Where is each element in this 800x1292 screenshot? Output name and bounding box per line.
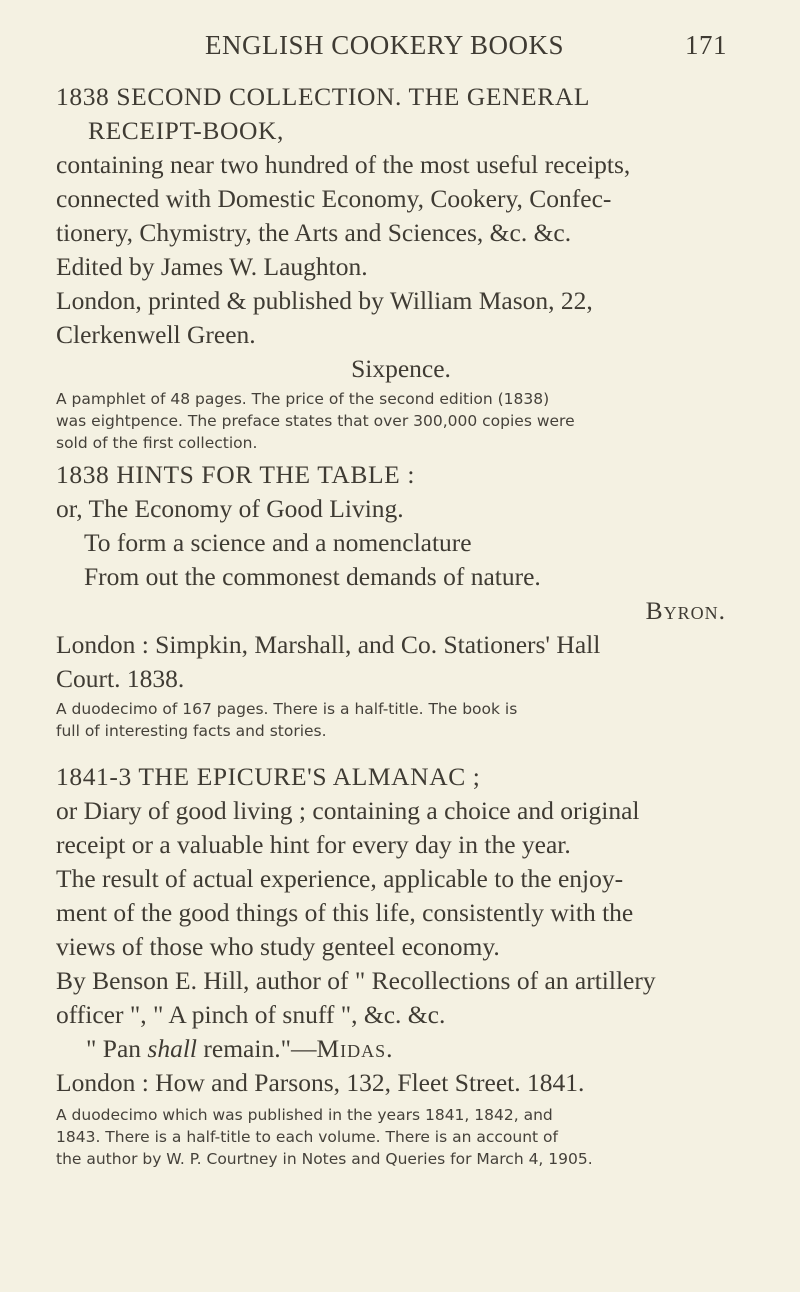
epigraph-line: To form a science and a nomenclature	[84, 528, 472, 557]
entry-note-line: sold of the first collection.	[56, 434, 258, 452]
entry-body-line: Court. 1838.	[56, 664, 185, 693]
entry-body-line: London, printed & published by William Mason, 22,	[56, 286, 593, 315]
motto	[56, 1032, 746, 1066]
motto-rest: remain."—	[197, 1034, 317, 1063]
entry-note-line: full of interesting facts and stories.	[56, 722, 327, 740]
motto-author: Midas.	[316, 1034, 394, 1063]
entry-body-line: receipt or a valuable hint for every day in the year.	[56, 830, 571, 859]
entry-body-line: By Benson E. Hill, author of " Recollections of an artillery	[56, 966, 656, 995]
entry-body-line: views of those who study genteel economy.	[56, 932, 500, 961]
entry-note-line: A pamphlet of 48 pages. The price of the second edition (1838)	[56, 390, 550, 408]
entry-note-line: A duodecimo of 167 pages. There is a half-title. The book is	[56, 700, 518, 718]
running-header	[0, 22, 800, 62]
entry-body-line: connected with Domestic Economy, Cookery, Confec-	[56, 184, 612, 213]
bibliography-entry	[56, 80, 746, 454]
entry-note-line: was eightpence. The preface states that over 300,000 copies were	[56, 412, 575, 430]
entry-price: Sixpence.	[351, 354, 451, 383]
entry-title: 1838 HINTS FOR THE TABLE :	[56, 460, 416, 489]
bibliography-entry	[56, 458, 746, 742]
entry-body-line: London : Simpkin, Marshall, and Co. Stationers' Hall	[56, 630, 601, 659]
entry-body-line: tionery, Chymistry, the Arts and Sciences, &c. &c.	[56, 218, 572, 247]
entry-note-line: 1843. There is a half-title to each volume. There is an account of	[56, 1128, 558, 1146]
entry-body-line: ment of the good things of this life, consistently with the	[56, 898, 634, 927]
entry-body-line: or Diary of good living ; containing a choice and original	[56, 796, 640, 825]
motto-emphasis: shall	[147, 1034, 198, 1063]
entry-body-line: officer ", " A pinch of snuff ", &c. &c.	[56, 1000, 446, 1029]
entry-subtitle: or, The Economy of Good Living.	[56, 494, 404, 523]
entry-body-line: containing near two hundred of the most useful receipts,	[56, 150, 631, 179]
entry-body-line: Clerkenwell Green.	[56, 320, 256, 349]
page-number: 171	[685, 30, 727, 60]
motto-open: " Pan	[86, 1034, 148, 1063]
entry-title: 1841-3 THE EPICURE'S ALMANAC ;	[56, 762, 481, 791]
entry-title: 1838 SECOND COLLECTION. THE GENERAL	[56, 82, 591, 111]
running-title: ENGLISH COOKERY BOOKS	[205, 30, 565, 60]
entry-body-line: Edited by James W. Laughton.	[56, 252, 368, 281]
entry-note-line: A duodecimo which was published in the years 1841, 1842, and	[56, 1106, 553, 1124]
bibliography-entry	[56, 760, 746, 1170]
entry-body-line: The result of actual experience, applicable to the enjoy-	[56, 864, 624, 893]
epigraph-line: From out the commonest demands of nature.	[84, 562, 541, 591]
entry-imprint: London : How and Parsons, 132, Fleet Street. 1841.	[56, 1068, 585, 1097]
epigraph-author: Byron.	[645, 596, 726, 625]
entry-note-line: the author by W. P. Courtney in Notes and Queries for March 4, 1905.	[56, 1150, 593, 1168]
entry-title-continued: RECEIPT-BOOK,	[88, 116, 284, 145]
